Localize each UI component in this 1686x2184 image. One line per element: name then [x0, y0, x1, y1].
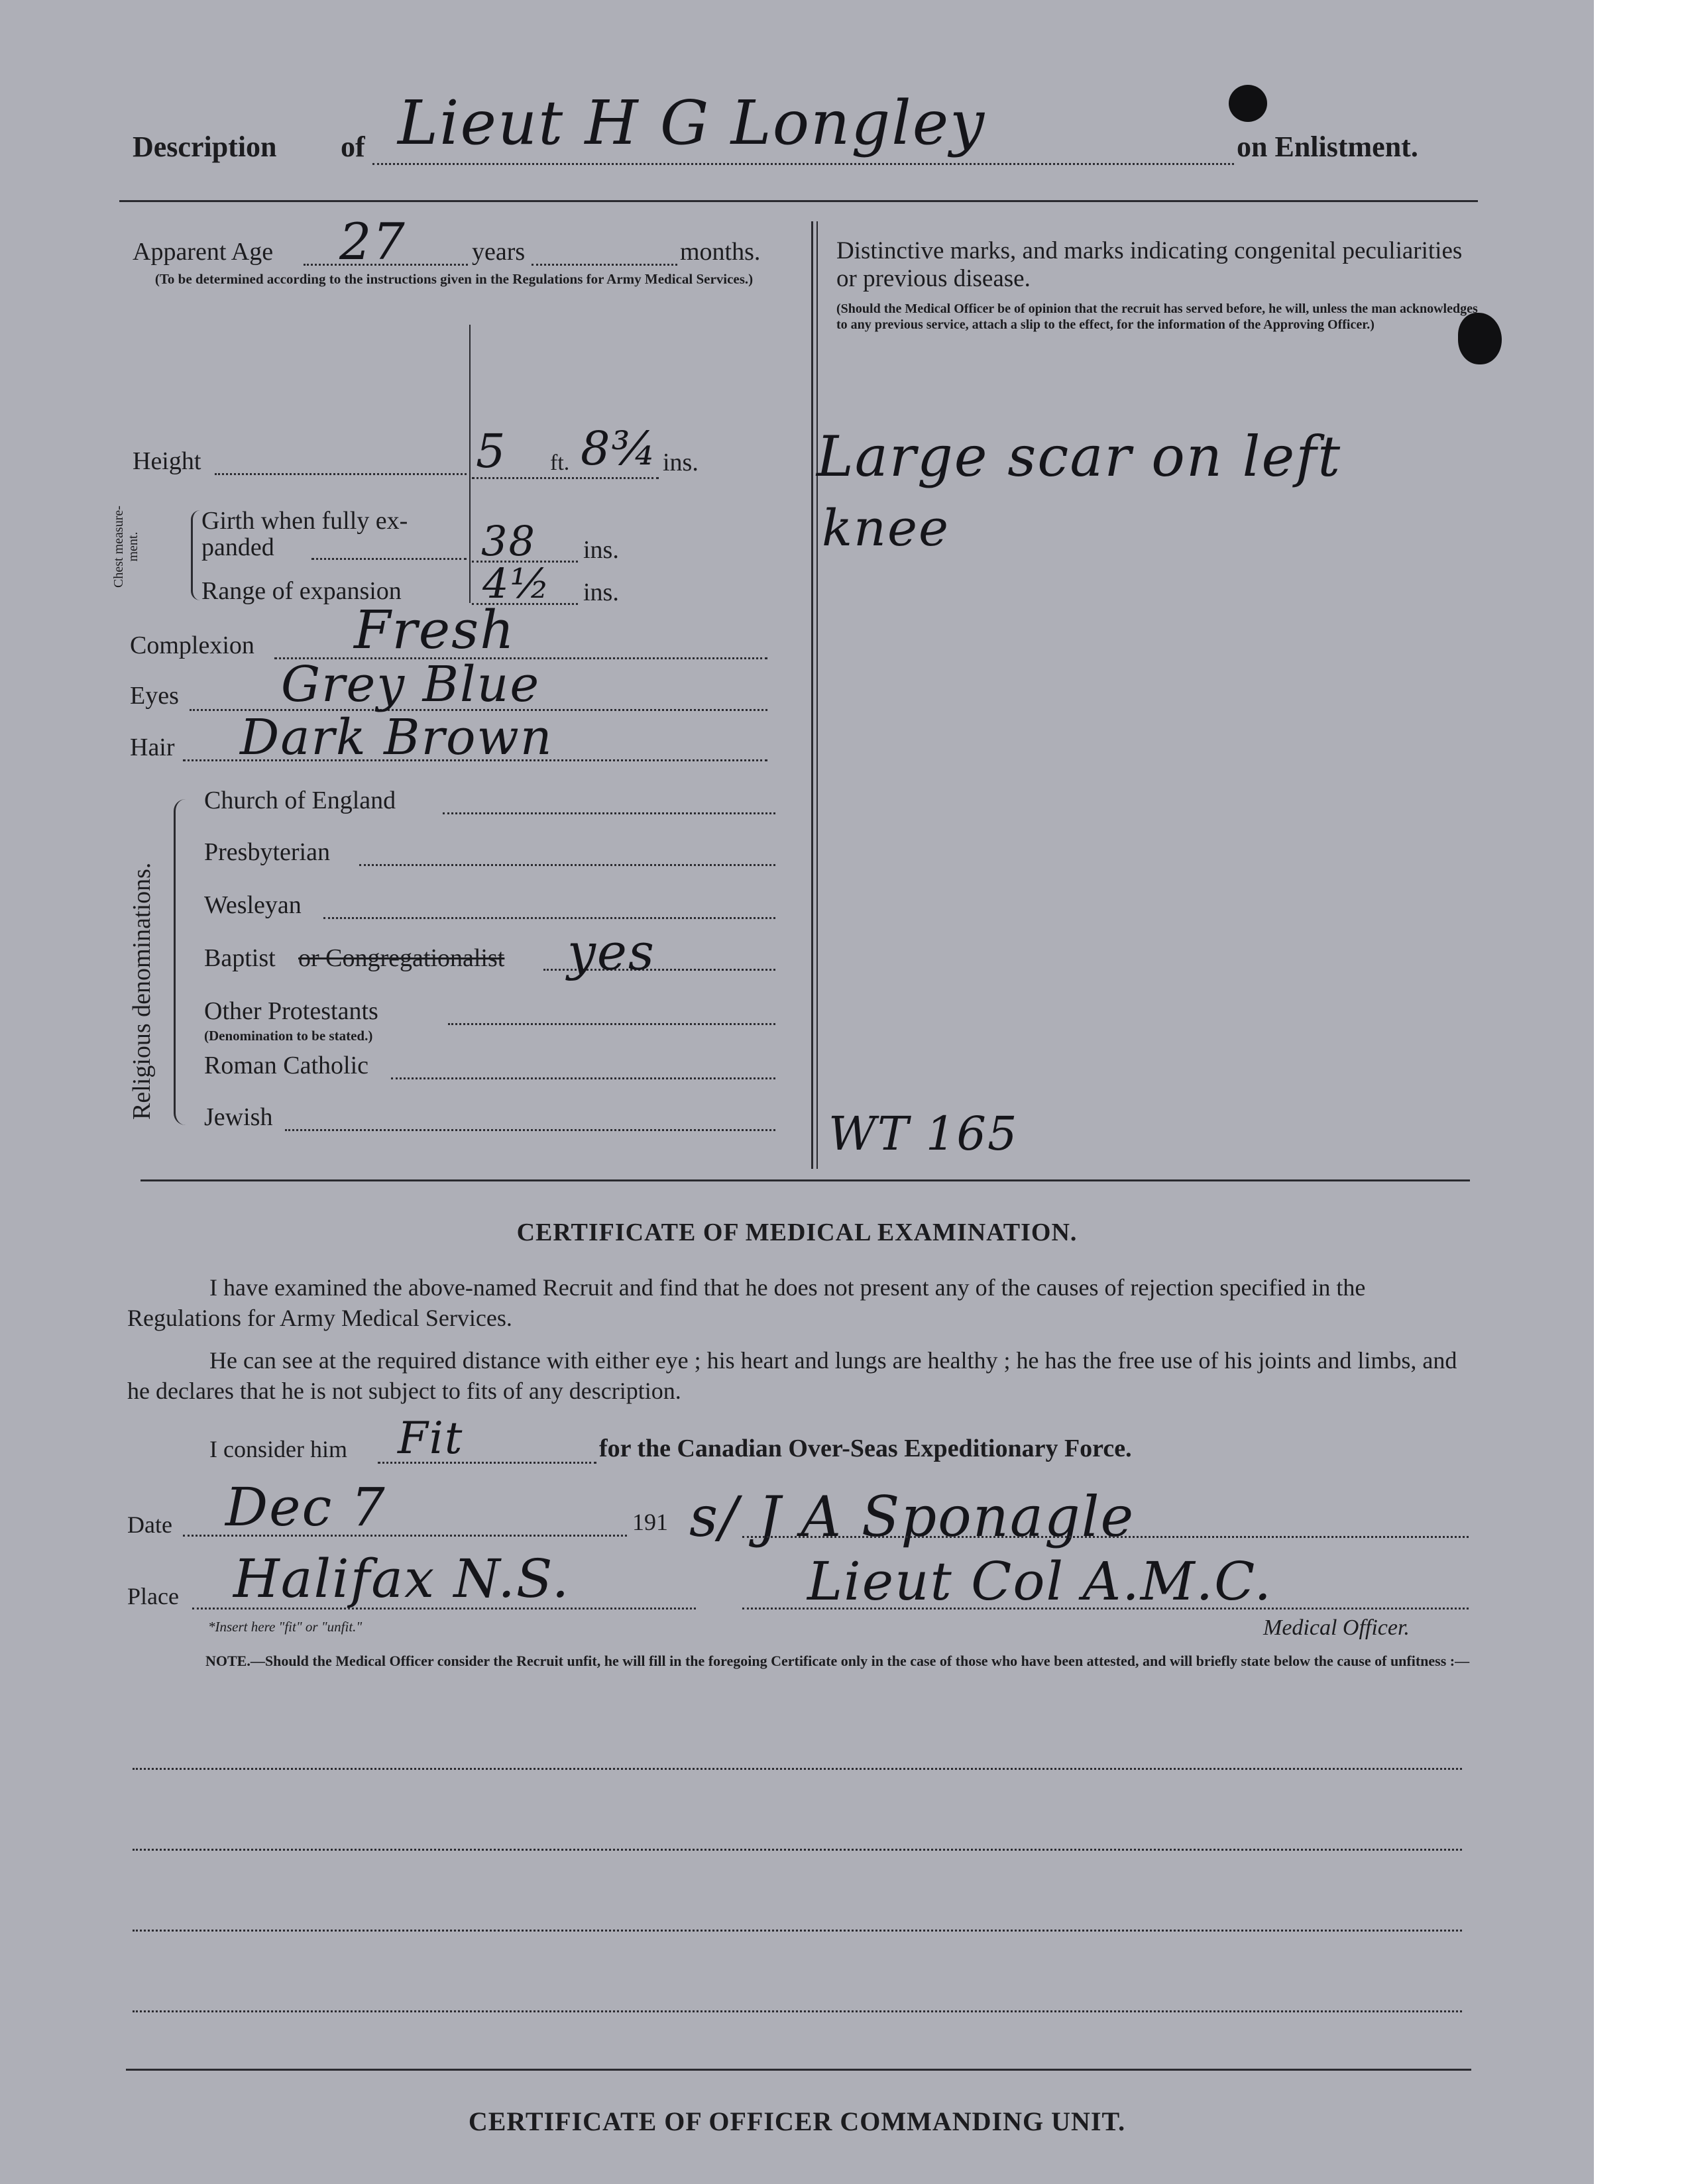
height-line: [215, 473, 467, 475]
other-protestants-line: [448, 1023, 775, 1025]
jewish-line: [285, 1129, 775, 1131]
complexion-label: Complexion: [130, 631, 254, 659]
officer-commanding-title: CERTIFICATE OF OFFICER COMMANDING UNIT.: [468, 2106, 1126, 2136]
weight-value: WT 165: [828, 1107, 1019, 1161]
other-protestants-label: Other Protestants: [204, 997, 378, 1025]
roman-catholic-label: Roman Catholic: [204, 1052, 369, 1079]
date-value: Dec 7: [225, 1476, 386, 1538]
unfitness-line: [133, 2010, 1462, 2012]
description-label: Description: [133, 131, 277, 163]
section-rule: [140, 1179, 1470, 1181]
hair-value: Dark Brown: [240, 709, 553, 766]
ft-label: ft.: [550, 451, 570, 475]
range-label: Range of expansion: [201, 577, 402, 605]
height-ft-value: 5: [476, 424, 507, 478]
column-divider: [816, 221, 818, 1169]
height-label: Height: [133, 447, 201, 475]
congregationalist-label: or Congregationalist: [298, 944, 505, 972]
months-line: [532, 264, 677, 266]
religion-brace: [174, 799, 190, 1125]
height-ins-label: ins.: [663, 449, 699, 476]
column-divider: [811, 221, 813, 1169]
roman-catholic-line: [391, 1077, 775, 1079]
of-label: of: [341, 131, 365, 163]
ink-blot: [1229, 85, 1267, 122]
distinctive-marks-note: (Should the Medical Officer be of opinion that the recruit has served before, he will, unless the man acknowledges to any previous service, attach a slip to the effect, for the information of the Approving Officer.): [836, 301, 1478, 332]
months-label: months.: [680, 238, 761, 266]
hair-label: Hair: [130, 734, 175, 761]
distinctive-marks-line1: Large scar on left: [816, 424, 1342, 489]
baptist-value: yes: [567, 922, 655, 981]
medical-certificate-title: CERTIFICATE OF MEDICAL EXAMINATION.: [516, 1219, 1078, 1246]
medical-officer-label: Medical Officer.: [1263, 1615, 1410, 1640]
height-value-line: [472, 477, 659, 479]
insert-note: *Insert here "fit" or "unfit.": [208, 1619, 363, 1635]
force-label: for the Canadian Over-Seas Expeditionary Force.: [599, 1435, 1132, 1462]
signature-line-2: [742, 1608, 1469, 1610]
year-label: 191: [632, 1509, 668, 1535]
unfitness-line: [133, 1849, 1462, 1851]
consider-line: [378, 1462, 596, 1464]
unfitness-line: [133, 1768, 1462, 1770]
girth-ins-label: ins.: [583, 536, 619, 564]
recruit-name: Lieut H G Longley: [398, 87, 986, 158]
measurement-divider: [469, 325, 471, 603]
distinctive-marks-title: Distinctive marks, and marks indicating congenital peculiarities or previous disease.: [836, 237, 1463, 292]
presbyterian-line: [359, 864, 775, 866]
church-of-england-label: Church of England: [204, 787, 396, 814]
girth-value: 38: [481, 517, 536, 565]
range-value: 4½: [482, 559, 551, 608]
header-rule: [119, 200, 1478, 202]
religion-side-label: Religious denominations.: [128, 862, 156, 1120]
years-label: years: [472, 238, 526, 266]
unfitness-line: [133, 1930, 1462, 1932]
presbyterian-label: Presbyterian: [204, 838, 330, 866]
footer-rule: [126, 2069, 1471, 2071]
eyes-label: Eyes: [130, 682, 179, 710]
wesleyan-line: [323, 917, 775, 919]
range-ins-label: ins.: [583, 578, 619, 606]
signature-rank: Lieut Col A.M.C.: [807, 1551, 1272, 1612]
place-value: Halifax N.S.: [233, 1548, 571, 1610]
certificate-paragraph-2: He can see at the required distance with either eye ; his heart and lungs are healthy ; he has the free use of his joints and limbs, and he declares that he is not subject to fits of any description.: [127, 1347, 1457, 1404]
jewish-label: Jewish: [204, 1103, 273, 1131]
girth-label: Girth when fully ex-panded: [201, 507, 408, 561]
age-value: 27: [339, 212, 406, 271]
unfitness-note: NOTE.—Should the Medical Officer consider the Recruit unfit, he will fill in the foregoing Certificate only in the case of those who have been attested, and will briefly state below the cause of unfitness :—: [205, 1653, 1470, 1669]
chest-side-label: Chest measure-ment.: [111, 506, 140, 588]
eyes-value: Grey Blue: [281, 656, 541, 713]
church-of-england-line: [443, 812, 775, 814]
consider-value: Fit: [398, 1413, 464, 1464]
name-line: [372, 163, 1234, 165]
place-label: Place: [127, 1583, 179, 1610]
date-label: Date: [127, 1511, 172, 1538]
consider-label: I consider him: [209, 1436, 347, 1462]
apparent-age-label: Apparent Age: [133, 238, 274, 266]
signature-name: s/ J A Sponagle: [689, 1484, 1135, 1549]
distinctive-marks-line2: knee: [822, 498, 950, 557]
wesleyan-label: Wesleyan: [204, 891, 302, 919]
on-enlistment-label: on Enlistment.: [1237, 131, 1418, 163]
signature-line-1: [742, 1536, 1469, 1538]
baptist-label: Baptist: [204, 944, 276, 972]
complexion-value: Fresh: [354, 599, 516, 661]
other-protestants-note: (Denomination to be stated.): [204, 1028, 373, 1044]
height-in-value: 8¾: [581, 421, 658, 476]
certificate-paragraph-1: I have examined the above-named Recruit and find that he does not present any of the causes of rejection specified in the Regulations for Army Medical Services.: [127, 1274, 1366, 1331]
girth-line: [311, 558, 467, 560]
age-note: (To be determined according to the instructions given in the Regulations for Army Medical Services.): [154, 271, 754, 287]
